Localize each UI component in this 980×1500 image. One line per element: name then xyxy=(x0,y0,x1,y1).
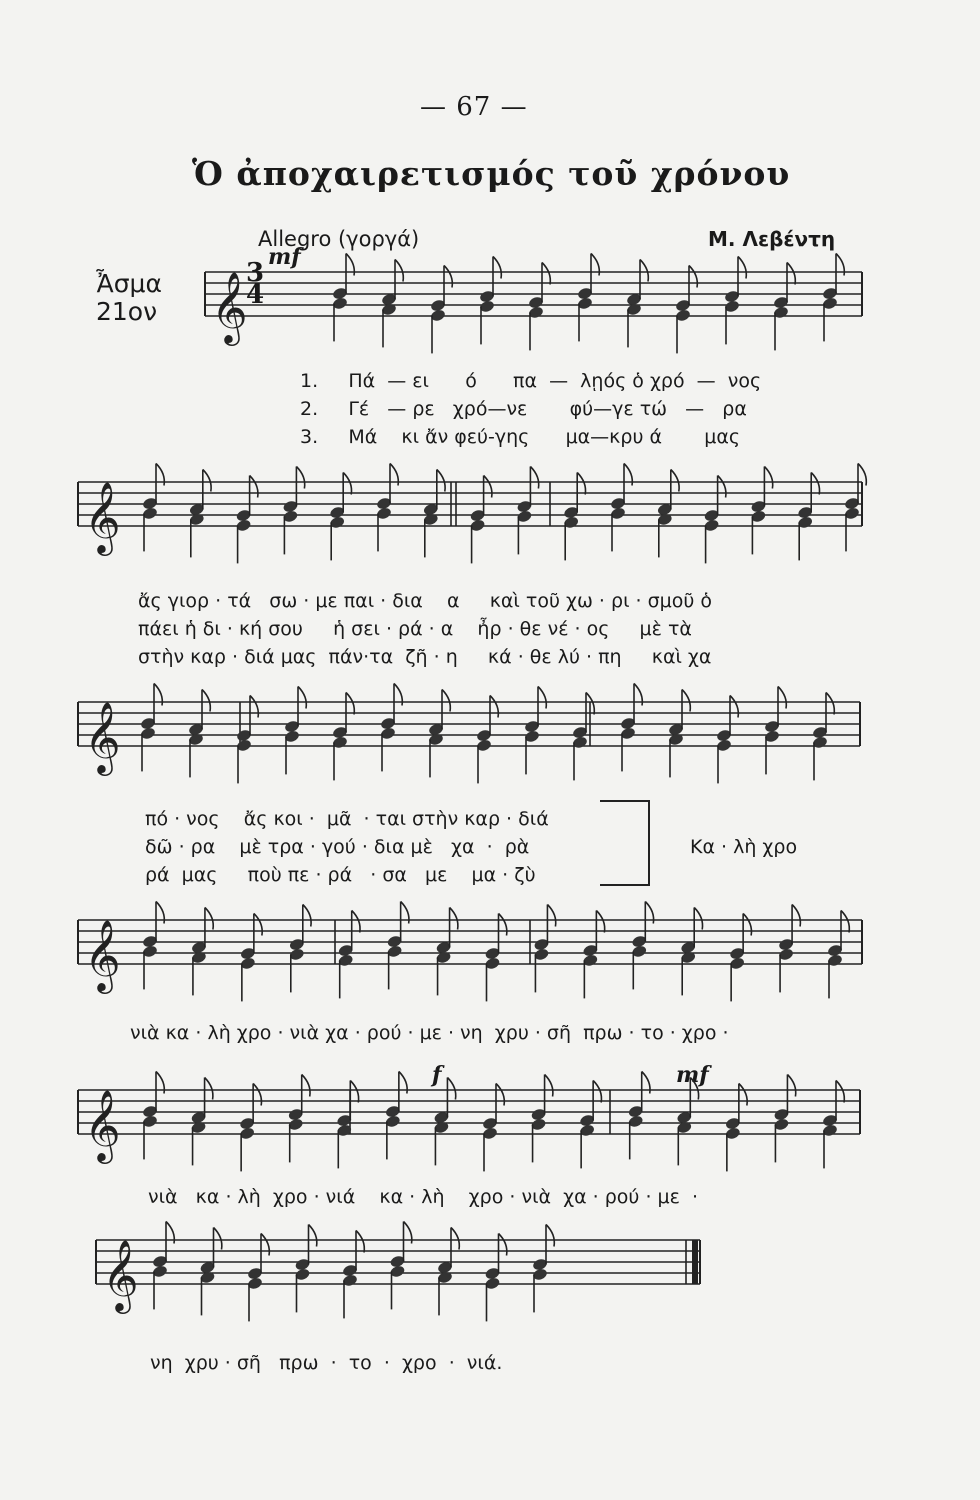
lyrics-s4: νιὰ κα · λὴ χρο · νιὰ χα · ρού · με · νη χρυ · σῆ πρω · το · χρο · xyxy=(130,1022,729,1044)
lyrics-s1-verse1: 1. Πά — ει ό πα — λῃός ὁ χρό — νος xyxy=(300,370,762,392)
svg-text:𝄞: 𝄞 xyxy=(102,1238,139,1311)
staff-system-6 xyxy=(0,1220,980,1360)
staff-system-3 xyxy=(0,680,980,820)
lyrics-refrain-start: Κα · λὴ χρο xyxy=(690,836,798,858)
staff-system-2 xyxy=(0,460,980,600)
lyrics-s5: νιὰ κα · λὴ χρο · νιά κα · λὴ χρο · νιὰ χα · ρού · με · xyxy=(148,1186,698,1208)
time-signature xyxy=(246,258,265,310)
svg-text:𝄞: 𝄞 xyxy=(84,700,121,773)
song-label-word: Ἆσμα xyxy=(96,269,162,298)
svg-text:𝄞: 𝄞 xyxy=(84,918,121,991)
verse-bracket xyxy=(600,800,650,886)
composer-name: Μ. Λεβέντη xyxy=(708,227,836,251)
staff-system-1 xyxy=(0,250,980,390)
svg-text:𝄞: 𝄞 xyxy=(211,270,248,343)
staff-system-4 xyxy=(0,900,980,1040)
lyrics-s3-verse3: ρά μας ποὺ πε · ρά · σα με μα · ζὺ xyxy=(145,864,536,886)
dynamic-f: f xyxy=(432,1062,442,1088)
dynamic-mf-1: mf xyxy=(268,244,301,270)
lyrics-s2-verse3: στὴν καρ · διά μας πάν·τα ζῆ · η κά · θε λύ · πη καὶ χα xyxy=(138,646,712,668)
page-number: — 67 — xyxy=(420,92,528,122)
tempo-marking: Allegro (γοργά) xyxy=(258,227,420,251)
song-label-number: 21ον xyxy=(96,297,158,326)
dynamic-mf-2: mf xyxy=(676,1062,709,1088)
lyrics-s1-verse3: 3. Μά κι ἄν φεύ-γης μα—κρυ ά μας xyxy=(300,426,741,448)
song-title: Ὁ ἀποχαιρετισμός τοῦ χρόνου xyxy=(192,154,791,193)
svg-text:𝄞: 𝄞 xyxy=(84,480,121,553)
time-signature-top: 3 xyxy=(246,258,265,288)
lyrics-s1-verse2: 2. Γέ — ρε χρό—νε φύ—γε τώ — ρα xyxy=(300,398,747,420)
lyrics-s3-verse2: δῶ · ρα μὲ τρα · γού · δια μὲ χα · ρὰ xyxy=(145,836,530,858)
lyrics-s3-verse1: πό · νος ἄς κοι · μᾶ · ται στὴν καρ · διά xyxy=(145,808,549,830)
lyrics-s2-verse1: ἄς γιορ · τά σω · με παι · δια α καὶ τοῦ χω · ρι · σμοῦ ὁ xyxy=(138,590,713,612)
lyrics-s6: νη χρυ · σῆ πρω · το · χρο · νιά. xyxy=(150,1352,503,1374)
svg-text:𝄞: 𝄞 xyxy=(84,1088,121,1161)
lyrics-s2-verse2: πάει ἡ δι · κή σου ἡ σει · ρά · α ἦρ · θε νέ · ος μὲ τὰ xyxy=(138,618,692,640)
time-signature-bottom: 4 xyxy=(246,280,265,310)
